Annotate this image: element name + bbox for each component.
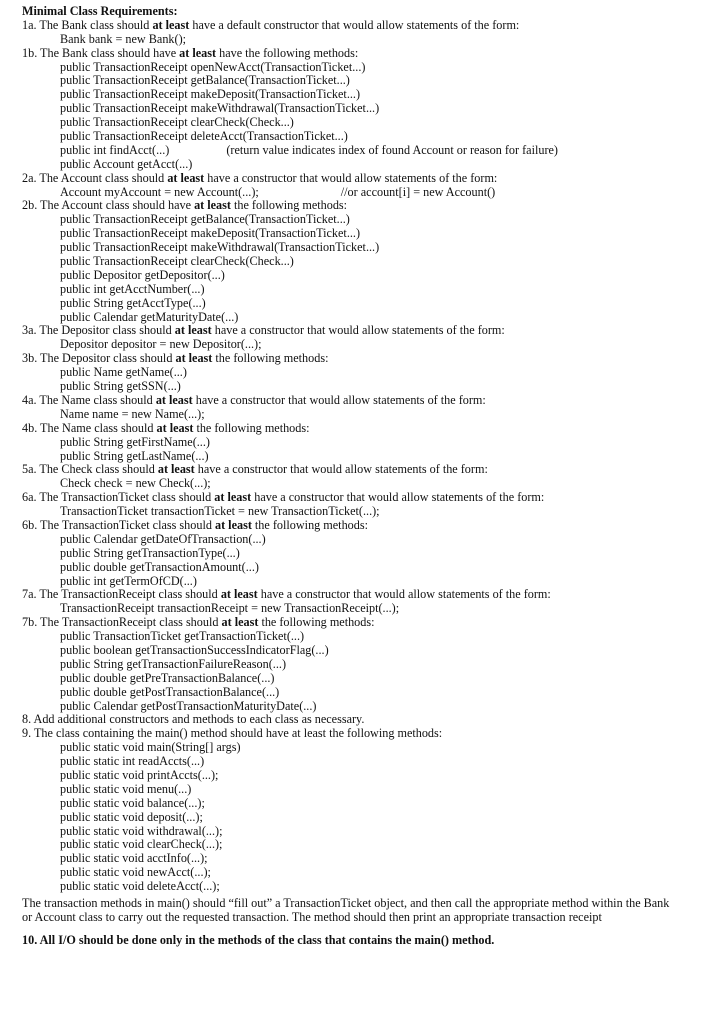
line-text: Bank bank = new Bank(); — [60, 31, 187, 46]
line-text-continued: have a constructor that would allow statements of the form: — [194, 462, 488, 477]
line-text: public String getAcctType(...) — [60, 295, 206, 310]
emphasis-at-least: at least — [156, 420, 194, 435]
emphasis-at-least: at least — [179, 45, 217, 60]
requirement-code-line — [22, 450, 702, 464]
requirement-code-line — [22, 602, 702, 616]
line-text-continued: have a constructor that would allow statements of the form: — [204, 170, 498, 185]
requirement-code-line — [22, 811, 702, 825]
line-text: public double getPostTransactionBalance(...) — [60, 684, 280, 699]
line-text: public static void printAccts(...); — [60, 767, 219, 782]
requirement-item — [22, 422, 702, 436]
line-text: public TransactionReceipt makeDeposit(TransactionTicket...) — [60, 226, 361, 241]
line-text: public TransactionReceipt makeDeposit(TransactionTicket...) — [60, 87, 361, 102]
requirement-code-line — [22, 33, 702, 47]
line-text: public Name getName(...) — [60, 365, 187, 380]
requirement-code-line — [22, 116, 702, 130]
line-text: public int getAcctNumber(...) — [60, 281, 205, 296]
requirement-code-line — [22, 241, 702, 255]
requirement-code-line — [22, 880, 702, 894]
requirement-item — [22, 394, 702, 408]
line-text: 8. Add additional constructors and methods to each class as necessary. — [22, 712, 365, 727]
requirement-code-line — [22, 255, 702, 269]
requirement-code-line — [22, 741, 702, 755]
line-text-continued: the following methods: — [251, 517, 368, 532]
line-text: 7a. The TransactionReceipt class should — [22, 587, 221, 602]
line-text: public String getSSN(...) — [60, 379, 181, 394]
line-text: 6a. The TransactionTicket class should — [22, 490, 215, 505]
requirement-code-line — [22, 61, 702, 75]
requirement-item — [22, 588, 702, 602]
emphasis-at-least: at least — [175, 351, 213, 366]
line-text: 3b. The Depositor class should — [22, 351, 176, 366]
requirement-code-line — [22, 366, 702, 380]
requirement-item — [22, 324, 702, 338]
requirement-code-line — [22, 144, 702, 158]
line-text: public int getTermOfCD(...) — [60, 573, 197, 588]
emphasis-at-least: at least — [174, 323, 212, 338]
requirement-code-line — [22, 88, 702, 102]
line-text: public String getLastName(...) — [60, 448, 209, 463]
line-text: public static void withdrawal(...); — [60, 823, 223, 838]
requirement-item — [22, 172, 702, 186]
requirement-item — [22, 727, 702, 741]
line-text: 7b. The TransactionReceipt class should — [22, 615, 222, 630]
line-text: public static void main(String[] args) — [60, 740, 241, 755]
line-text: public static void deposit(...); — [60, 809, 203, 824]
requirement-code-line — [22, 838, 702, 852]
line-text: public Account getAcct(...) — [60, 156, 193, 171]
requirement-code-line — [22, 644, 702, 658]
requirement-item — [22, 199, 702, 213]
requirement-code-line — [22, 630, 702, 644]
requirement-code-line — [22, 311, 702, 325]
requirement-code-line — [22, 158, 702, 172]
line-text: public double getTransactionAmount(...) — [60, 559, 259, 574]
line-text: public String getTransactionType(...) — [60, 545, 240, 560]
requirement-code-line — [22, 700, 702, 714]
requirement-code-line — [22, 227, 702, 241]
requirements-list — [22, 19, 702, 894]
requirement-code-line — [22, 547, 702, 561]
emphasis-at-least: at least — [214, 517, 252, 532]
requirement-code-line — [22, 755, 702, 769]
line-text: 4b. The Name class should — [22, 420, 157, 435]
requirement-code-line — [22, 672, 702, 686]
line-text: 2b. The Account class should have — [22, 198, 195, 213]
requirement-item — [22, 19, 702, 33]
requirement-code-line — [22, 852, 702, 866]
requirement-item — [22, 616, 702, 630]
requirement-code-line — [22, 783, 702, 797]
line-text: Account myAccount = new Account(...); — [60, 184, 259, 199]
transaction-paragraph: The transaction methods in main() should “fill out” a TransactionTicket object, and then call the appropriate method within the Bank or Account class to carry out the requested transaction. The method should then print an appropriate transaction receipt — [22, 896, 670, 924]
requirement-code-line — [22, 269, 702, 283]
line-text: public TransactionReceipt openNewAcct(TransactionTicket...) — [60, 59, 366, 74]
line-text: 4a. The Name class should — [22, 392, 156, 407]
line-text: public TransactionReceipt makeWithdrawal(TransactionTicket...) — [60, 101, 380, 116]
line-text: public TransactionReceipt clearCheck(Check...) — [60, 254, 294, 269]
line-text: public static void clearCheck(...); — [60, 837, 223, 852]
line-text: public Calendar getMaturityDate(...) — [60, 309, 239, 324]
line-text: Depositor depositor = new Depositor(...); — [60, 337, 262, 352]
emphasis-at-least: at least — [155, 392, 193, 407]
requirement-code-line — [22, 797, 702, 811]
requirement-code-line — [22, 408, 702, 422]
line-text: public TransactionReceipt getBalance(TransactionTicket...) — [60, 73, 350, 88]
line-text-continued: the following methods: — [193, 420, 310, 435]
line-text: public static void acctInfo(...); — [60, 851, 208, 866]
requirement-code-line — [22, 866, 702, 880]
line-text: public TransactionTicket getTransactionTicket(...) — [60, 629, 305, 644]
line-text: TransactionTicket transactionTicket = new TransactionTicket(...); — [60, 504, 380, 519]
requirement-code-line — [22, 380, 702, 394]
line-text: 9. The class containing the main() method should have at least the following methods: — [22, 726, 443, 741]
requirement-code-line — [22, 505, 702, 519]
requirement-code-line — [22, 74, 702, 88]
line-text-continued: have a default constructor that would allow statements of the form: — [189, 17, 520, 32]
emphasis-at-least: at least — [221, 615, 259, 630]
requirement-code-line — [22, 186, 702, 200]
line-text-continued: (return value indicates index of found Account or reason for failure) — [226, 142, 558, 157]
line-text: public TransactionReceipt deleteAcct(TransactionTicket...) — [60, 129, 348, 144]
line-text: 2a. The Account class should — [22, 170, 168, 185]
document-title: Minimal Class Requirements: — [22, 4, 178, 18]
requirement-item — [22, 463, 702, 477]
line-text: public boolean getTransactionSuccessIndicatorFlag(...) — [60, 642, 329, 657]
emphasis-at-least: at least — [194, 198, 231, 213]
requirement-code-line — [22, 533, 702, 547]
line-text: public static void balance(...); — [60, 795, 205, 810]
requirement-code-line — [22, 283, 702, 297]
line-text: public Depositor getDepositor(...) — [60, 267, 225, 282]
line-text: Check check = new Check(...); — [60, 476, 211, 491]
line-text: public static int readAccts(...) — [60, 754, 205, 769]
requirement-code-line — [22, 769, 702, 783]
line-text: public static void menu(...) — [60, 781, 192, 796]
line-text: 3a. The Depositor class should — [22, 323, 175, 338]
line-text: public double getPreTransactionBalance(...) — [60, 670, 275, 685]
requirement-code-line — [22, 213, 702, 227]
line-text-continued: the following methods: — [212, 351, 329, 366]
requirement-code-line — [22, 477, 702, 491]
requirement-code-line — [22, 658, 702, 672]
line-text-continued: have a constructor that would allow statements of the form: — [192, 392, 486, 407]
line-text-continued: the following methods: — [258, 615, 375, 630]
requirement-item — [22, 352, 702, 366]
line-text-continued: the following methods: — [230, 198, 348, 213]
line-text: 5a. The Check class should — [22, 462, 158, 477]
emphasis-at-least: at least — [220, 587, 258, 602]
line-text: 6b. The TransactionTicket class should — [22, 517, 215, 532]
emphasis-at-least: at least — [214, 490, 252, 505]
requirement-item — [22, 491, 702, 505]
emphasis-at-least: at least — [157, 462, 195, 477]
line-text: public static void deleteAcct(...); — [60, 879, 220, 894]
requirement-item — [22, 713, 702, 727]
line-text: public Calendar getDateOfTransaction(...) — [60, 531, 266, 546]
line-text: public TransactionReceipt clearCheck(Check...) — [60, 115, 294, 130]
line-text-continued: have the following methods: — [216, 45, 359, 60]
line-text: 1a. The Bank class should — [22, 17, 153, 32]
line-text-continued: have a constructor that would allow statements of the form: — [211, 323, 505, 338]
emphasis-at-least: at least — [167, 170, 205, 185]
line-text: public int findAcct(...) — [60, 142, 170, 157]
line-text: public static void newAcct(...); — [60, 865, 211, 880]
final-requirement: 10. All I/O should be done only in the methods of the class that contains the main() method. — [22, 933, 495, 947]
line-text: public String getTransactionFailureReason(...) — [60, 656, 286, 671]
requirement-code-line — [22, 338, 702, 352]
requirement-item — [22, 519, 702, 533]
requirement-code-line — [22, 436, 702, 450]
requirement-code-line — [22, 575, 702, 589]
line-text: 1b. The Bank class should have — [22, 45, 180, 60]
line-text: public String getFirstName(...) — [60, 434, 210, 449]
line-text-continued: //or account[i] = new Account() — [340, 184, 496, 199]
line-text: public TransactionReceipt getBalance(TransactionTicket...) — [60, 212, 350, 227]
requirement-code-line — [22, 102, 702, 116]
line-text: public TransactionReceipt makeWithdrawal(TransactionTicket...) — [60, 240, 380, 255]
requirement-item — [22, 47, 702, 61]
requirement-code-line — [22, 561, 702, 575]
emphasis-at-least: at least — [152, 17, 190, 32]
line-text-continued: have a constructor that would allow statements of the form: — [251, 490, 545, 505]
requirement-code-line — [22, 825, 702, 839]
line-text: public Calendar getPostTransactionMaturityDate(...) — [60, 698, 317, 713]
line-text-continued: have a constructor that would allow statements of the form: — [257, 587, 551, 602]
requirement-code-line — [22, 686, 702, 700]
line-text: Name name = new Name(...); — [60, 406, 205, 421]
requirement-code-line — [22, 297, 702, 311]
requirement-code-line — [22, 130, 702, 144]
line-text: TransactionReceipt transactionReceipt = new TransactionReceipt(...); — [60, 601, 400, 616]
